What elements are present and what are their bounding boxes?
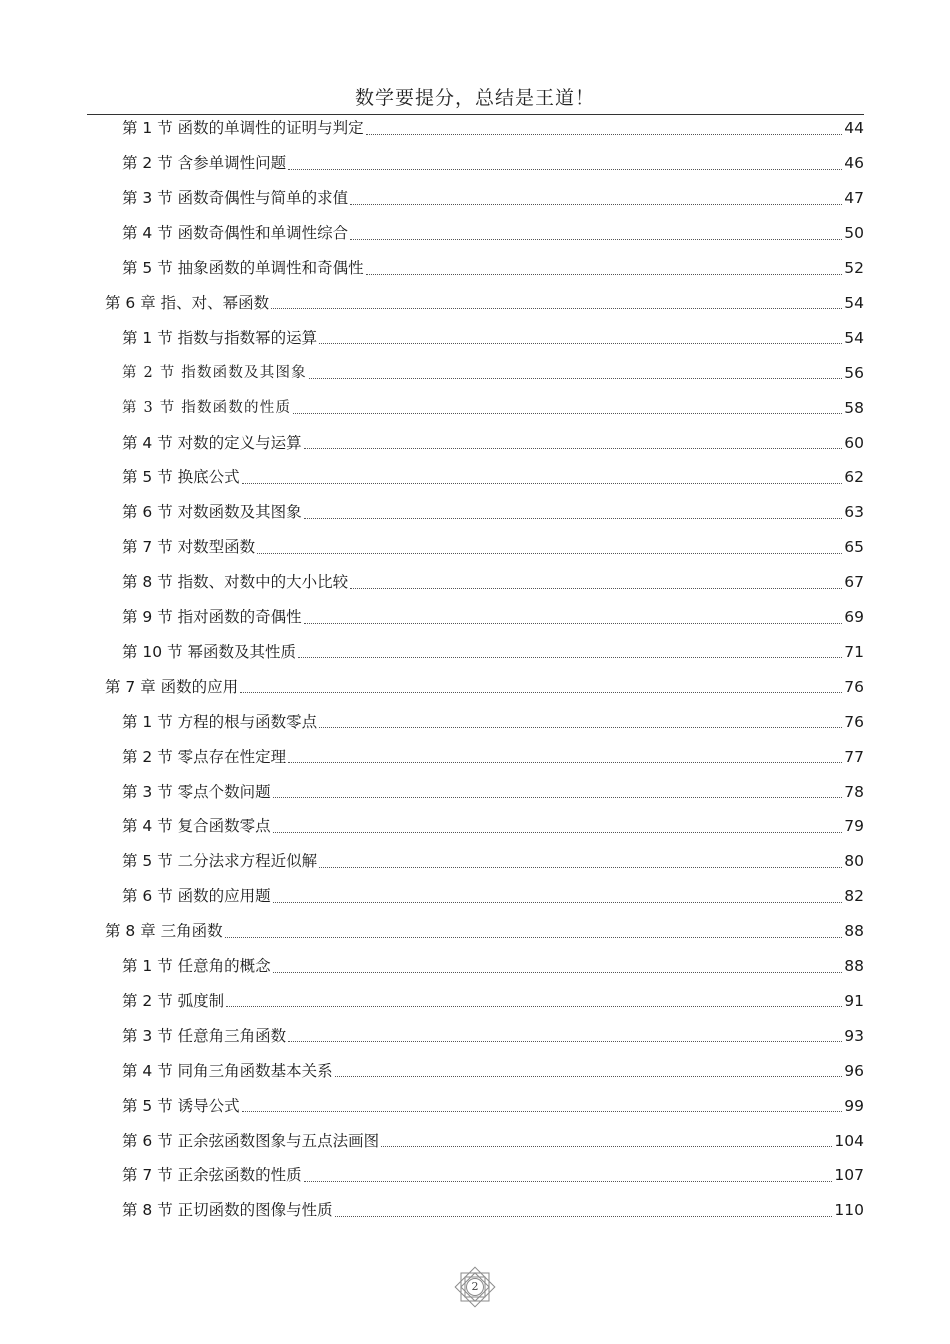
toc-section-entry[interactable] [122, 949, 864, 984]
toc-entry-page-number: 99 [844, 1096, 864, 1115]
page-header-title: 数学要提分，总结是王道！ [354, 87, 595, 109]
toc-section-entry[interactable] [122, 739, 864, 774]
page-number-badge [450, 1262, 500, 1312]
toc-entry-page-number: 76 [844, 677, 864, 696]
toc-entry-page-number: 63 [844, 503, 864, 522]
toc-entry-page-number: 65 [844, 538, 864, 557]
toc-entry-title: 第 7 节 对数型函数 [122, 538, 256, 557]
toc-entry-page-number: 56 [844, 363, 864, 382]
toc-section-entry[interactable] [122, 809, 864, 844]
toc-entry-page-number: 82 [844, 887, 864, 906]
toc-section-entry[interactable] [122, 1123, 864, 1158]
toc-dot-leader [304, 1181, 833, 1182]
toc-section-entry[interactable] [122, 146, 864, 181]
toc-entry-page-number: 76 [844, 712, 864, 731]
toc-dot-leader [335, 1216, 833, 1217]
toc-entry-page-number: 50 [844, 224, 864, 243]
toc-dot-leader [304, 448, 843, 449]
toc-entry-title: 第 5 节 诱导公式 [122, 1096, 240, 1115]
toc-entry-title: 第 3 节 函数奇偶性与简单的求值 [122, 189, 349, 208]
toc-dot-leader [381, 1146, 832, 1147]
toc-entry-page-number: 69 [844, 608, 864, 627]
toc-section-entry[interactable] [122, 460, 864, 495]
toc-section-entry[interactable] [122, 565, 864, 600]
toc-section-entry[interactable] [122, 844, 864, 879]
toc-section-entry[interactable] [122, 425, 864, 460]
toc-entry-title: 第 1 节 指数与指数幂的运算 [122, 328, 318, 347]
toc-chapter-entry[interactable] [105, 914, 864, 949]
toc-entry-page-number: 58 [844, 398, 864, 417]
toc-entry-page-number: 54 [844, 328, 864, 347]
toc-dot-leader [335, 1076, 843, 1077]
toc-dot-leader [240, 692, 842, 693]
toc-dot-leader [226, 1006, 842, 1007]
toc-chapter-entry[interactable] [105, 286, 864, 321]
toc-section-entry[interactable] [122, 216, 864, 251]
toc-dot-leader [293, 413, 842, 414]
toc-section-entry[interactable] [122, 635, 864, 670]
toc-section-entry[interactable] [122, 1088, 864, 1123]
toc-section-entry[interactable] [122, 1053, 864, 1088]
toc-entry-title: 第 1 节 任意角的概念 [122, 957, 271, 976]
toc-section-entry[interactable] [122, 251, 864, 286]
toc-entry-page-number: 52 [844, 259, 864, 278]
toc-entry-title: 第 4 节 复合函数零点 [122, 817, 271, 836]
toc-entry-page-number: 88 [844, 957, 864, 976]
toc-entry-title: 第 2 节 含参单调性问题 [122, 154, 287, 173]
toc-dot-leader [273, 797, 843, 798]
toc-entry-page-number: 107 [834, 1166, 864, 1185]
toc-entry-title: 第 6 节 函数的应用题 [122, 887, 271, 906]
toc-dot-leader [319, 727, 842, 728]
toc-section-entry[interactable] [122, 984, 864, 1019]
toc-chapter-entry[interactable] [105, 669, 864, 704]
toc-entry-title: 第 7 节 正余弦函数的性质 [122, 1166, 302, 1185]
toc-dot-leader [225, 937, 843, 938]
toc-entry-title: 第 2 节 弧度制 [122, 991, 225, 1010]
toc-dot-leader [304, 623, 843, 624]
toc-entry-page-number: 96 [844, 1061, 864, 1080]
page-number: 2 [471, 1280, 479, 1293]
toc-entry-page-number: 71 [844, 642, 864, 661]
toc-dot-leader [309, 378, 842, 379]
toc-dot-leader [273, 902, 843, 903]
toc-entry-page-number: 60 [844, 433, 864, 452]
toc-entry-title: 第 8 节 指数、对数中的大小比较 [122, 573, 349, 592]
toc-entry-page-number: 44 [844, 119, 864, 138]
toc-entry-title: 第 2 节 零点存在性定理 [122, 747, 287, 766]
toc-dot-leader [366, 274, 843, 275]
toc-dot-leader [288, 1041, 842, 1042]
toc-dot-leader [273, 832, 843, 833]
toc-dot-leader [273, 972, 843, 973]
toc-entry-page-number: 88 [844, 922, 864, 941]
toc-entry-title: 第 3 节 任意角三角函数 [122, 1026, 287, 1045]
toc-entry-title: 第 7 章 函数的应用 [105, 677, 239, 696]
toc-section-entry[interactable] [122, 774, 864, 809]
toc-entry-page-number: 62 [844, 468, 864, 487]
toc-entry-title: 第 4 节 同角三角函数基本关系 [122, 1061, 333, 1080]
toc-dot-leader [304, 518, 843, 519]
toc-section-entry[interactable] [122, 600, 864, 635]
toc-entry-title: 第 1 节 函数的单调性的证明与判定 [122, 119, 364, 138]
toc-dot-leader [366, 134, 843, 135]
toc-entry-title: 第 6 节 正余弦函数图象与五点法画图 [122, 1131, 380, 1150]
toc-entry-title: 第 5 节 二分法求方程近似解 [122, 852, 318, 871]
toc-entry-title: 第 4 节 函数奇偶性和单调性综合 [122, 224, 349, 243]
toc-entry-title: 第 5 节 换底公式 [122, 468, 240, 487]
toc-entry-title: 第 5 节 抽象函数的单调性和奇偶性 [122, 259, 364, 278]
toc-entry-page-number: 91 [844, 991, 864, 1010]
toc-entry-page-number: 46 [844, 154, 864, 173]
toc-section-entry[interactable] [122, 320, 864, 355]
toc-dot-leader [319, 343, 842, 344]
toc-dot-leader [288, 762, 842, 763]
toc-entry-page-number: 77 [844, 747, 864, 766]
toc-entry-title: 第 6 章 指、对、幂函数 [105, 293, 270, 312]
toc-dot-leader [242, 483, 843, 484]
toc-entry-title: 第 4 节 对数的定义与运算 [122, 433, 302, 452]
toc-section-entry[interactable] [122, 704, 864, 739]
toc-section-entry[interactable] [122, 1158, 864, 1193]
toc-section-entry[interactable] [122, 390, 864, 425]
toc-section-entry[interactable] [122, 495, 864, 530]
toc-dot-leader [350, 588, 842, 589]
toc-entry-page-number: 93 [844, 1026, 864, 1045]
toc-entry-page-number: 47 [844, 189, 864, 208]
toc-entry-title: 第 8 节 正切函数的图像与性质 [122, 1201, 333, 1220]
toc-section-entry[interactable] [122, 111, 864, 146]
toc-entry-page-number: 67 [844, 573, 864, 592]
toc-entry-page-number: 80 [844, 852, 864, 871]
toc-section-entry[interactable] [122, 879, 864, 914]
toc-entry-title: 第 8 章 三角函数 [105, 922, 223, 941]
toc-entry-title: 第 3 节 指数函数的性质 [122, 399, 292, 416]
toc-entry-page-number: 54 [844, 293, 864, 312]
toc-entry-page-number: 79 [844, 817, 864, 836]
toc-entry-title: 第 10 节 幂函数及其性质 [122, 642, 297, 661]
toc-entry-title: 第 9 节 指对函数的奇偶性 [122, 608, 302, 627]
toc-dot-leader [350, 204, 842, 205]
toc-section-entry[interactable] [122, 530, 864, 565]
toc-dot-leader [298, 657, 842, 658]
toc-section-entry[interactable] [122, 1193, 864, 1228]
toc-entry-title: 第 6 节 对数函数及其图象 [122, 503, 302, 522]
toc-dot-leader [271, 308, 842, 309]
toc-section-entry[interactable] [122, 181, 864, 216]
toc-entry-title: 第 3 节 零点个数问题 [122, 782, 271, 801]
toc-entry-title: 第 2 节 指数函数及其图象 [122, 364, 307, 381]
toc-entry-page-number: 110 [834, 1201, 864, 1220]
toc-section-entry[interactable] [122, 355, 864, 390]
toc-dot-leader [319, 867, 842, 868]
toc-dot-leader [257, 553, 842, 554]
toc-entry-page-number: 104 [834, 1131, 864, 1150]
toc-section-entry[interactable] [122, 1018, 864, 1053]
toc-dot-leader [242, 1111, 843, 1112]
toc-entry-page-number: 78 [844, 782, 864, 801]
toc-dot-leader [288, 169, 842, 170]
toc-dot-leader [350, 239, 842, 240]
toc-entry-title: 第 1 节 方程的根与函数零点 [122, 712, 318, 731]
